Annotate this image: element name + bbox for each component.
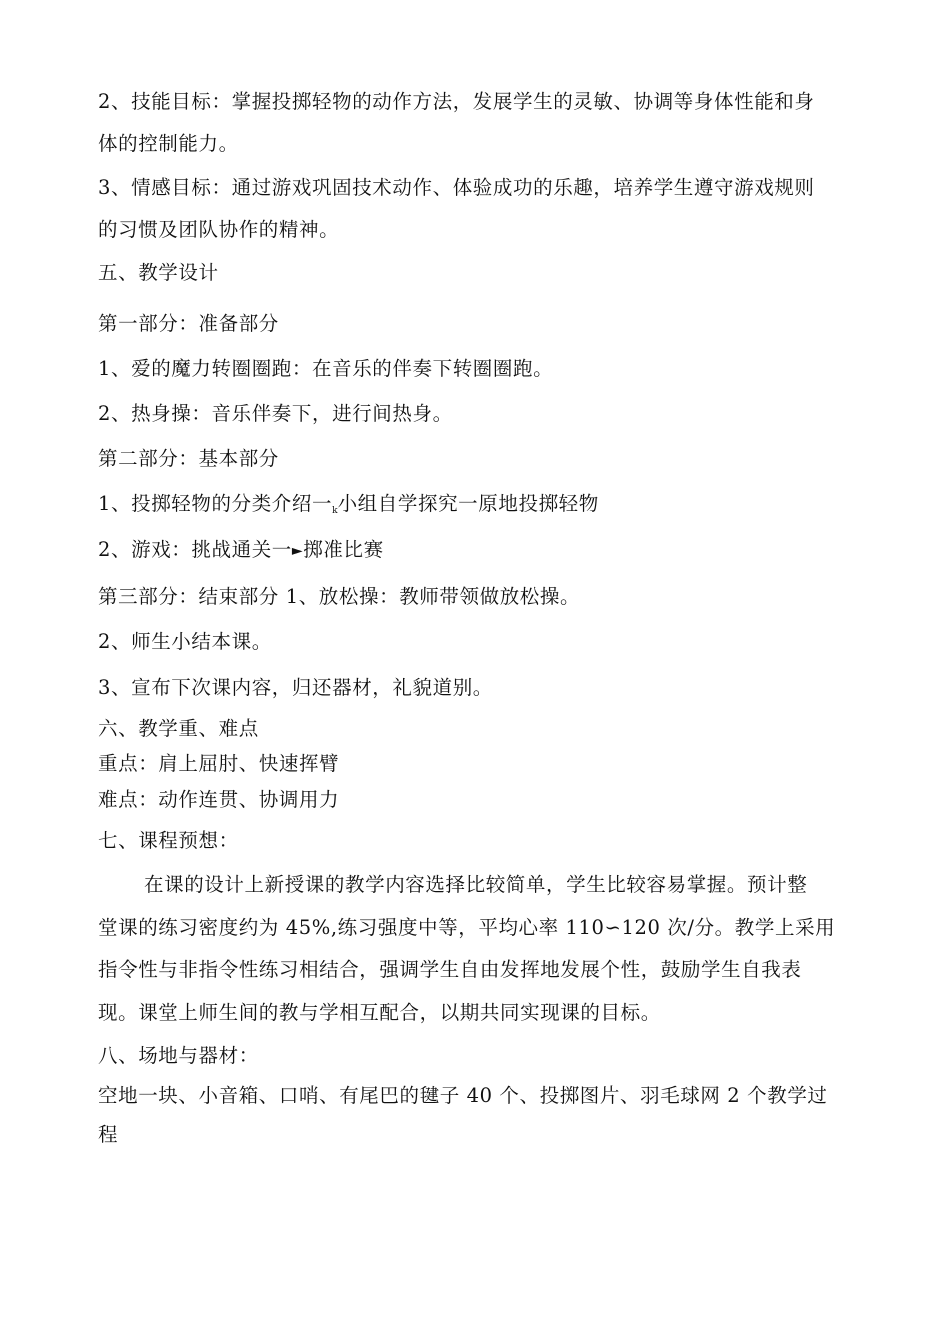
emotion-goal-line-2: 的习惯及团队协作的精神。 [98, 218, 340, 241]
expectation-line-1: 在课的设计上新授课的教学内容选择比较简单，学生比较容易掌握。预计整 [144, 873, 808, 896]
expectation-line-4: 现。课堂上师生间的教与学相互配合，以期共同实现课的目标。 [98, 1001, 661, 1024]
part-two-item-1-subscript: k [332, 506, 338, 516]
skill-goal-line-1: 2、技能目标：掌握投掷轻物的动作方法，发展学生的灵敏、协调等身体性能和身 [98, 90, 815, 113]
part-three-heading: 第三部分：结束部分 1、放松操：教师带领做放松操。 [98, 585, 581, 608]
section-heading-teaching-design: 五、教学设计 [98, 261, 219, 284]
part-two-heading: 第二部分：基本部分 [98, 447, 279, 470]
key-point-line: 重点：肩上屈肘、快速挥臂 [98, 752, 340, 775]
section-heading-venue-equipment: 八、场地与器材： [98, 1044, 259, 1067]
emotion-goal-line-1: 3、情感目标：通过游戏巩固技术动作、体验成功的乐趣，培养学生遵守游戏规则 [98, 176, 815, 199]
difficult-point-line: 难点：动作连贯、协调用力 [98, 788, 340, 811]
part-one-heading: 第一部分：准备部分 [98, 312, 279, 335]
part-two-item-1-text-a: 1、投掷轻物的分类介绍一 [98, 492, 333, 515]
arrow-right-icon: ► [291, 543, 304, 559]
part-one-item-2: 2、热身操：音乐伴奏下，进行间热身。 [98, 402, 453, 425]
equipment-line-1: 空地一块、小音箱、口哨、有尾巴的毽子 40 个、投掷图片、羽毛球网 2 个教学过 [98, 1084, 828, 1107]
expectation-line-3: 指令性与非指令性练习相结合，强调学生自由发挥地发展个性，鼓励学生自我表 [98, 958, 802, 981]
part-two-item-1 [98, 491, 599, 524]
part-three-item-2: 2、师生小结本课。 [98, 630, 272, 653]
part-two-item-2-text-a: 2、游戏：挑战通关一 [98, 538, 292, 561]
part-three-item-3: 3、宣布下次课内容，归还器材，礼貌道别。 [98, 676, 493, 699]
section-heading-course-expectation: 七、课程预想： [98, 829, 239, 852]
equipment-line-2: 程 [98, 1123, 119, 1146]
section-heading-key-points: 六、教学重、难点 [98, 717, 259, 740]
part-two-item-2 [98, 537, 384, 564]
part-two-item-2-text-b: 掷准比赛 [303, 538, 384, 561]
part-two-item-1-text-b: 小组自学探究一原地投掷轻物 [337, 492, 599, 515]
part-one-item-1: 1、爱的魔力转圈圈跑：在音乐的伴奏下转圈圈跑。 [98, 357, 554, 380]
expectation-line-2: 堂课的练习密度约为 45%,练习强度中等，平均心率 110∽120 次/分。教学上采用 [98, 916, 836, 939]
skill-goal-line-2: 体的控制能力。 [98, 132, 239, 155]
